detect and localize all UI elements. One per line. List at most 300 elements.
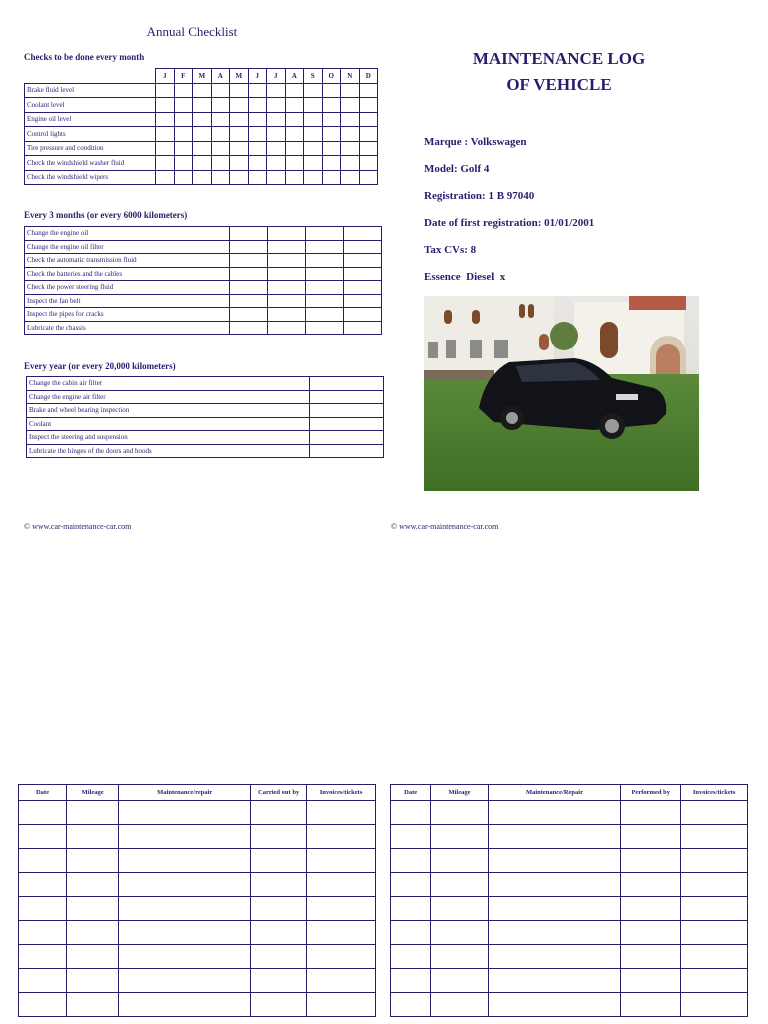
- yearly-check-box[interactable]: [310, 431, 384, 445]
- quarterly-check-box[interactable]: [344, 281, 382, 295]
- log-cell[interactable]: [307, 969, 376, 993]
- log-row: [19, 921, 376, 945]
- quarterly-check-row: [25, 281, 382, 295]
- quarterly-check-box[interactable]: [344, 308, 382, 322]
- log-cell[interactable]: [119, 849, 251, 873]
- monthly-check-box[interactable]: [156, 127, 175, 142]
- month-header-cell: N: [341, 69, 360, 84]
- quarterly-checks-title: Every 3 months (or every 6000 kilometers): [24, 210, 188, 220]
- monthly-check-box[interactable]: [267, 127, 286, 142]
- monthly-check-label: Coolant level: [25, 98, 156, 113]
- monthly-check-box[interactable]: [359, 127, 378, 142]
- quarterly-check-box[interactable]: [306, 254, 344, 268]
- log-cell[interactable]: [681, 849, 748, 873]
- monthly-check-box[interactable]: [267, 83, 286, 98]
- monthly-check-box[interactable]: [211, 127, 230, 142]
- log-cell[interactable]: [19, 945, 67, 969]
- monthly-check-box[interactable]: [248, 156, 267, 171]
- monthly-check-box[interactable]: [174, 112, 193, 127]
- monthly-check-box[interactable]: [193, 141, 212, 156]
- log-cell[interactable]: [681, 993, 748, 1017]
- monthly-check-box[interactable]: [248, 112, 267, 127]
- monthly-check-box[interactable]: [267, 170, 286, 185]
- log-cell[interactable]: [119, 921, 251, 945]
- monthly-check-box[interactable]: [211, 141, 230, 156]
- quarterly-check-box[interactable]: [306, 294, 344, 308]
- monthly-check-box[interactable]: [341, 98, 360, 113]
- log-row: [391, 873, 748, 897]
- log-cell[interactable]: [391, 825, 431, 849]
- monthly-check-box[interactable]: [341, 170, 360, 185]
- quarterly-check-box[interactable]: [344, 321, 382, 335]
- yearly-check-box[interactable]: [310, 377, 384, 391]
- monthly-check-label: Engine oil level: [25, 112, 156, 127]
- log-cell[interactable]: [307, 921, 376, 945]
- log-cell[interactable]: [66, 921, 118, 945]
- quarterly-check-box[interactable]: [268, 308, 306, 322]
- log-cell[interactable]: [251, 921, 307, 945]
- log-cell[interactable]: [307, 945, 376, 969]
- quarterly-check-box[interactable]: [268, 254, 306, 268]
- log-cell[interactable]: [19, 873, 67, 897]
- log-cell[interactable]: [251, 993, 307, 1017]
- monthly-check-box[interactable]: [230, 98, 249, 113]
- quarterly-check-box[interactable]: [230, 321, 268, 335]
- monthly-check-box[interactable]: [267, 98, 286, 113]
- monthly-check-box[interactable]: [156, 156, 175, 171]
- quarterly-check-label: Inspect the fan belt: [25, 294, 230, 308]
- log-cell[interactable]: [66, 897, 118, 921]
- yearly-check-label: Coolant: [27, 417, 310, 431]
- month-header-cell: M: [193, 69, 212, 84]
- log-cell[interactable]: [488, 969, 621, 993]
- quarterly-check-label: Change the engine oil: [25, 227, 230, 241]
- quarterly-check-box[interactable]: [230, 254, 268, 268]
- quarterly-check-box[interactable]: [268, 227, 306, 241]
- log-row: [391, 969, 748, 993]
- quarterly-check-box[interactable]: [230, 267, 268, 281]
- monthly-check-label: Tire pressure and condition: [25, 141, 156, 156]
- monthly-check-box[interactable]: [359, 98, 378, 113]
- monthly-check-box[interactable]: [304, 170, 323, 185]
- monthly-check-box[interactable]: [248, 98, 267, 113]
- log-cell[interactable]: [19, 897, 67, 921]
- log-cell[interactable]: [488, 993, 621, 1017]
- quarterly-check-box[interactable]: [230, 308, 268, 322]
- log-cell[interactable]: [621, 825, 681, 849]
- log-cell[interactable]: [431, 801, 488, 825]
- yearly-check-box[interactable]: [310, 417, 384, 431]
- log-left-header-row: [19, 785, 376, 801]
- monthly-check-row: [25, 98, 378, 113]
- log-cell[interactable]: [621, 873, 681, 897]
- log-cell[interactable]: [119, 993, 251, 1017]
- maintenance-log-title-line1: MAINTENANCE LOG: [472, 49, 646, 68]
- monthly-check-box[interactable]: [267, 112, 286, 127]
- monthly-check-box[interactable]: [304, 127, 323, 142]
- monthly-check-box[interactable]: [193, 83, 212, 98]
- maintenance-log-title-line2: OF VEHICLE: [506, 75, 612, 94]
- log-cell[interactable]: [621, 945, 681, 969]
- monthly-check-box[interactable]: [156, 98, 175, 113]
- log-cell[interactable]: [391, 897, 431, 921]
- monthly-check-box[interactable]: [174, 170, 193, 185]
- log-cell[interactable]: [66, 945, 118, 969]
- monthly-check-box[interactable]: [341, 156, 360, 171]
- log-cell[interactable]: [391, 969, 431, 993]
- quarterly-check-box[interactable]: [344, 294, 382, 308]
- log-cell[interactable]: [681, 969, 748, 993]
- monthly-check-box[interactable]: [304, 141, 323, 156]
- yearly-check-row: [27, 431, 384, 445]
- yearly-check-box[interactable]: [310, 404, 384, 418]
- log-column-header: Maintenance/repair: [119, 785, 251, 801]
- log-cell[interactable]: [251, 801, 307, 825]
- log-cell[interactable]: [251, 945, 307, 969]
- log-cell[interactable]: [251, 969, 307, 993]
- yearly-check-box[interactable]: [310, 444, 384, 458]
- monthly-check-box[interactable]: [304, 156, 323, 171]
- log-cell[interactable]: [621, 897, 681, 921]
- monthly-check-box[interactable]: [267, 141, 286, 156]
- log-cell[interactable]: [391, 801, 431, 825]
- monthly-check-box[interactable]: [285, 83, 304, 98]
- monthly-check-box[interactable]: [322, 98, 341, 113]
- log-row: [391, 945, 748, 969]
- monthly-check-box[interactable]: [230, 127, 249, 142]
- monthly-check-box[interactable]: [359, 170, 378, 185]
- yearly-check-label: Brake and wheel bearing inspection: [27, 404, 310, 418]
- log-cell[interactable]: [251, 825, 307, 849]
- monthly-check-box[interactable]: [230, 83, 249, 98]
- log-cell[interactable]: [431, 921, 488, 945]
- month-header-cell: J: [248, 69, 267, 84]
- monthly-check-box[interactable]: [285, 127, 304, 142]
- log-cell[interactable]: [681, 825, 748, 849]
- vehicle-model: Model: Golf 4: [424, 163, 490, 175]
- log-cell[interactable]: [431, 849, 488, 873]
- month-header-cell: J: [267, 69, 286, 84]
- quarterly-checklist-table: [24, 226, 382, 335]
- quarterly-check-row: [25, 240, 382, 254]
- monthly-check-box[interactable]: [359, 141, 378, 156]
- log-cell[interactable]: [119, 897, 251, 921]
- quarterly-check-box[interactable]: [268, 281, 306, 295]
- log-cell[interactable]: [307, 873, 376, 897]
- quarterly-check-box[interactable]: [230, 281, 268, 295]
- log-row: [391, 921, 748, 945]
- month-header-cell: J: [156, 69, 175, 84]
- monthly-check-box[interactable]: [341, 112, 360, 127]
- monthly-check-box[interactable]: [359, 112, 378, 127]
- quarterly-check-box[interactable]: [344, 227, 382, 241]
- maintenance-log-table-left: [18, 784, 376, 1017]
- log-cell[interactable]: [681, 921, 748, 945]
- monthly-check-box[interactable]: [285, 98, 304, 113]
- monthly-check-row: [25, 127, 378, 142]
- log-row: [19, 969, 376, 993]
- log-cell[interactable]: [19, 969, 67, 993]
- log-cell[interactable]: [66, 849, 118, 873]
- log-cell[interactable]: [488, 801, 621, 825]
- log-column-header: Invoices/tickets: [681, 785, 748, 801]
- quarterly-check-box[interactable]: [230, 227, 268, 241]
- month-header-cell: O: [322, 69, 341, 84]
- log-cell[interactable]: [307, 801, 376, 825]
- monthly-check-box[interactable]: [322, 127, 341, 142]
- monthly-check-box[interactable]: [156, 112, 175, 127]
- quarterly-check-box[interactable]: [230, 240, 268, 254]
- quarterly-check-box[interactable]: [306, 321, 344, 335]
- monthly-check-box[interactable]: [248, 83, 267, 98]
- yearly-checklist-table: [26, 376, 384, 458]
- monthly-check-box[interactable]: [211, 156, 230, 171]
- quarterly-check-box[interactable]: [268, 267, 306, 281]
- log-row: [19, 873, 376, 897]
- log-column-header: Date: [19, 785, 67, 801]
- monthly-check-box[interactable]: [156, 83, 175, 98]
- monthly-check-row: [25, 112, 378, 127]
- log-column-header: Performed by: [621, 785, 681, 801]
- monthly-check-box[interactable]: [174, 127, 193, 142]
- quarterly-check-label: Inspect the pipes for cracks: [25, 308, 230, 322]
- log-row: [391, 993, 748, 1017]
- monthly-check-box[interactable]: [211, 170, 230, 185]
- log-cell[interactable]: [119, 873, 251, 897]
- log-cell[interactable]: [391, 945, 431, 969]
- log-cell[interactable]: [66, 993, 118, 1017]
- monthly-check-box[interactable]: [304, 98, 323, 113]
- quarterly-check-row: [25, 267, 382, 281]
- monthly-check-box[interactable]: [322, 156, 341, 171]
- log-column-header: Date: [391, 785, 431, 801]
- log-right-header-row: [391, 785, 748, 801]
- yearly-check-row: [27, 444, 384, 458]
- quarterly-check-label: Lubricate the chassis: [25, 321, 230, 335]
- vehicle-photo: [424, 296, 699, 491]
- log-cell[interactable]: [431, 825, 488, 849]
- log-cell[interactable]: [307, 825, 376, 849]
- log-row: [19, 801, 376, 825]
- log-row: [19, 993, 376, 1017]
- monthly-check-box[interactable]: [322, 83, 341, 98]
- monthly-check-box[interactable]: [230, 112, 249, 127]
- log-cell[interactable]: [488, 897, 621, 921]
- quarterly-check-box[interactable]: [306, 281, 344, 295]
- monthly-check-box[interactable]: [230, 156, 249, 171]
- quarterly-check-row: [25, 321, 382, 335]
- log-cell[interactable]: [431, 969, 488, 993]
- monthly-check-box[interactable]: [193, 98, 212, 113]
- monthly-check-box[interactable]: [156, 170, 175, 185]
- monthly-check-box[interactable]: [174, 141, 193, 156]
- log-cell[interactable]: [19, 993, 67, 1017]
- yearly-check-box[interactable]: [310, 390, 384, 404]
- log-cell[interactable]: [66, 969, 118, 993]
- quarterly-check-label: Change the engine oil filter: [25, 240, 230, 254]
- log-cell[interactable]: [488, 873, 621, 897]
- monthly-checklist-table: [24, 68, 378, 185]
- log-cell[interactable]: [431, 945, 488, 969]
- log-cell[interactable]: [307, 849, 376, 873]
- log-cell[interactable]: [19, 921, 67, 945]
- monthly-check-box[interactable]: [211, 112, 230, 127]
- monthly-check-row: [25, 141, 378, 156]
- monthly-check-box[interactable]: [285, 170, 304, 185]
- log-cell[interactable]: [488, 825, 621, 849]
- monthly-check-row: [25, 83, 378, 98]
- quarterly-check-box[interactable]: [268, 294, 306, 308]
- log-cell[interactable]: [119, 801, 251, 825]
- yearly-check-label: Change the cabin air filter: [27, 377, 310, 391]
- yearly-check-row: [27, 377, 384, 391]
- log-cell[interactable]: [681, 897, 748, 921]
- month-header-cell: S: [304, 69, 323, 84]
- log-row: [19, 945, 376, 969]
- monthly-check-row: [25, 170, 378, 185]
- monthly-check-box[interactable]: [193, 112, 212, 127]
- monthly-check-box[interactable]: [341, 127, 360, 142]
- log-cell[interactable]: [307, 897, 376, 921]
- monthly-check-box[interactable]: [230, 141, 249, 156]
- quarterly-check-box[interactable]: [230, 294, 268, 308]
- log-cell[interactable]: [431, 897, 488, 921]
- quarterly-check-label: Check the power steering fluid: [25, 281, 230, 295]
- monthly-check-box[interactable]: [174, 156, 193, 171]
- log-cell[interactable]: [19, 801, 67, 825]
- monthly-check-box[interactable]: [193, 127, 212, 142]
- monthly-check-box[interactable]: [285, 141, 304, 156]
- monthly-check-box[interactable]: [174, 83, 193, 98]
- monthly-check-box[interactable]: [322, 141, 341, 156]
- quarterly-check-box[interactable]: [268, 240, 306, 254]
- month-header-cell: M: [230, 69, 249, 84]
- log-cell[interactable]: [119, 969, 251, 993]
- log-cell[interactable]: [307, 993, 376, 1017]
- annual-checklist-title: Annual Checklist: [146, 24, 238, 39]
- log-cell[interactable]: [621, 801, 681, 825]
- log-row: [391, 897, 748, 921]
- month-header-cell: A: [211, 69, 230, 84]
- monthly-check-box[interactable]: [304, 83, 323, 98]
- log-cell[interactable]: [681, 873, 748, 897]
- quarterly-check-box[interactable]: [268, 321, 306, 335]
- quarterly-check-box[interactable]: [306, 267, 344, 281]
- log-cell[interactable]: [119, 825, 251, 849]
- log-cell[interactable]: [391, 993, 431, 1017]
- log-cell[interactable]: [391, 873, 431, 897]
- log-cell[interactable]: [431, 993, 488, 1017]
- monthly-check-box[interactable]: [285, 156, 304, 171]
- quarterly-check-row: [25, 294, 382, 308]
- month-header-cell: D: [359, 69, 378, 84]
- monthly-check-box[interactable]: [211, 98, 230, 113]
- yearly-check-label: Change the engine air filter: [27, 390, 310, 404]
- quarterly-check-row: [25, 254, 382, 268]
- log-cell[interactable]: [488, 945, 621, 969]
- monthly-check-label: Check the windshield wipers: [25, 170, 156, 185]
- monthly-check-box[interactable]: [341, 141, 360, 156]
- quarterly-check-box[interactable]: [344, 254, 382, 268]
- monthly-check-box[interactable]: [322, 170, 341, 185]
- monthly-check-box[interactable]: [341, 83, 360, 98]
- log-cell[interactable]: [19, 849, 67, 873]
- quarterly-check-box[interactable]: [306, 240, 344, 254]
- monthly-check-box[interactable]: [304, 112, 323, 127]
- log-cell[interactable]: [66, 801, 118, 825]
- log-cell[interactable]: [621, 969, 681, 993]
- monthly-check-row: [25, 156, 378, 171]
- monthly-check-box[interactable]: [193, 170, 212, 185]
- monthly-check-box[interactable]: [248, 170, 267, 185]
- log-cell[interactable]: [621, 921, 681, 945]
- maintenance-log-table-right: [390, 784, 748, 1017]
- monthly-check-box[interactable]: [285, 112, 304, 127]
- log-cell[interactable]: [391, 849, 431, 873]
- monthly-check-box[interactable]: [322, 112, 341, 127]
- monthly-check-box[interactable]: [359, 156, 378, 171]
- yearly-check-row: [27, 404, 384, 418]
- log-cell[interactable]: [66, 825, 118, 849]
- monthly-check-label: Control lights: [25, 127, 156, 142]
- vehicle-fuel: Essence Diesel x: [424, 271, 506, 283]
- monthly-header-label-cell: [25, 69, 156, 84]
- log-column-header: Carried out by: [251, 785, 307, 801]
- quarterly-check-row: [25, 227, 382, 241]
- monthly-check-box[interactable]: [211, 83, 230, 98]
- log-row: [391, 801, 748, 825]
- quarterly-check-box[interactable]: [344, 240, 382, 254]
- log-cell[interactable]: [119, 945, 251, 969]
- monthly-check-box[interactable]: [248, 127, 267, 142]
- vehicle-first-registration: Date of first registration: 01/01/2001: [424, 217, 595, 229]
- vehicle-photo-image: [424, 296, 699, 491]
- monthly-check-box[interactable]: [156, 141, 175, 156]
- log-cell[interactable]: [66, 873, 118, 897]
- log-cell[interactable]: [391, 921, 431, 945]
- log-cell[interactable]: [19, 825, 67, 849]
- quarterly-check-box[interactable]: [306, 227, 344, 241]
- monthly-check-box[interactable]: [193, 156, 212, 171]
- log-cell[interactable]: [251, 897, 307, 921]
- log-column-header: Mileage: [66, 785, 118, 801]
- log-cell[interactable]: [681, 801, 748, 825]
- log-cell[interactable]: [681, 945, 748, 969]
- log-cell[interactable]: [488, 849, 621, 873]
- month-header-cell: F: [174, 69, 193, 84]
- log-cell[interactable]: [621, 993, 681, 1017]
- log-cell[interactable]: [488, 921, 621, 945]
- monthly-check-box[interactable]: [359, 83, 378, 98]
- log-cell[interactable]: [431, 873, 488, 897]
- monthly-check-box[interactable]: [174, 98, 193, 113]
- quarterly-check-box[interactable]: [306, 308, 344, 322]
- quarterly-check-box[interactable]: [344, 267, 382, 281]
- log-row: [19, 849, 376, 873]
- log-cell[interactable]: [621, 849, 681, 873]
- log-cell[interactable]: [251, 873, 307, 897]
- monthly-check-box[interactable]: [248, 141, 267, 156]
- log-cell[interactable]: [251, 849, 307, 873]
- monthly-check-box[interactable]: [230, 170, 249, 185]
- log-column-header: Invoices/tickets: [307, 785, 376, 801]
- monthly-check-box[interactable]: [267, 156, 286, 171]
- log-row: [391, 825, 748, 849]
- quarterly-check-label: Check the automatic transmission fluid: [25, 254, 230, 268]
- log-row: [391, 849, 748, 873]
- log-column-header: Maintenance/Repair: [488, 785, 621, 801]
- quarterly-check-row: [25, 308, 382, 322]
